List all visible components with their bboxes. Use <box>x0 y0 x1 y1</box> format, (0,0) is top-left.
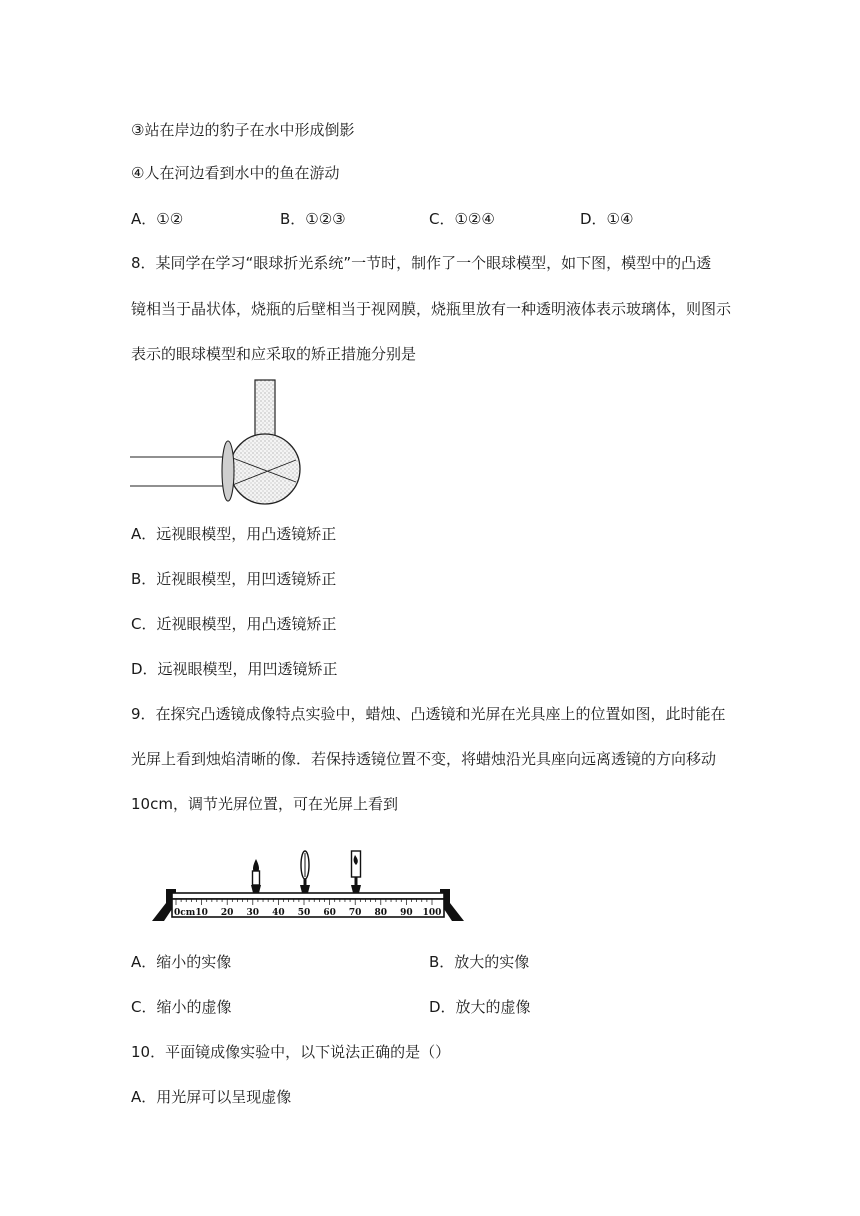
q10-option-a[interactable]: A．用光屏可以呈现虚像 <box>131 1088 292 1106</box>
ruler-label: 90 <box>400 908 413 918</box>
q7-option-d[interactable]: D．①④ <box>580 210 634 228</box>
q8-stem-line-2: 镜相当于晶状体，烧瓶的后壁相当于视网膜，烧瓶里放有一种透明液体表示玻璃体，则图示 <box>131 300 732 318</box>
ruler-label: 80 <box>374 908 388 918</box>
q8-option-b[interactable]: B．近视眼模型，用凹透镜矫正 <box>131 570 337 588</box>
q9-option-a[interactable]: A．缩小的实像 <box>131 953 232 971</box>
q8-option-d[interactable]: D．远视眼模型，用凹透镜矫正 <box>131 660 338 678</box>
flask-neck <box>255 380 275 440</box>
ruler-label: 70 <box>348 908 362 918</box>
optical-bench-figure <box>150 845 470 925</box>
ruler-label: 100 <box>422 908 442 918</box>
ruler-label: 30 <box>246 908 260 918</box>
q9-option-b[interactable]: B．放大的实像 <box>429 953 530 971</box>
ruler-label: 0cm <box>174 908 196 918</box>
q9-stem-line-3: 10cm，调节光屏位置，可在光屏上看到 <box>131 795 398 813</box>
q8-option-a[interactable]: A．远视眼模型，用凸透镜矫正 <box>131 525 337 543</box>
q9-stem-line-2: 光屏上看到烛焰清晰的像．若保持透镜位置不变，将蜡烛沿光具座向远离透镜的方向移动 <box>131 750 717 768</box>
q7-item-4: ④人在河边看到水中的鱼在游动 <box>131 164 340 182</box>
q9-option-c[interactable]: C．缩小的虚像 <box>131 998 232 1016</box>
eye-model-figure <box>120 372 320 512</box>
ruler-label: 20 <box>220 908 234 918</box>
q7-option-c[interactable]: C．①②④ <box>429 210 495 228</box>
candle <box>251 859 261 893</box>
convex-lens <box>222 441 234 501</box>
light-screen <box>351 851 361 893</box>
q8-stem-line-1: 8．某同学在学习“眼球折光系统”一节时，制作了一个眼球模型，如下图，模型中的凸透 <box>131 254 712 272</box>
q7-option-b[interactable]: B．①②③ <box>280 210 346 228</box>
q7-item-3: ③站在岸边的豹子在水中形成倒影 <box>131 121 355 139</box>
q9-stem-line-1: 9．在探究凸透镜成像特点实验中，蜡烛、凸透镜和光屏在光具座上的位置如图，此时能在 <box>131 705 726 723</box>
ruler-label: 10 <box>195 908 208 918</box>
q10-stem: 10．平面镜成像实验中，以下说法正确的是（） <box>131 1043 451 1061</box>
q9-option-d[interactable]: D．放大的虚像 <box>429 998 531 1016</box>
q7-option-a[interactable]: A．①② <box>131 210 184 228</box>
bench-rail-top <box>172 893 444 899</box>
lens-holder <box>300 851 310 893</box>
ruler-label: 50 <box>297 908 311 918</box>
ruler-label: 60 <box>323 908 336 918</box>
flask-bulb <box>230 434 300 504</box>
q8-stem-line-3: 表示的眼球模型和应采取的矫正措施分别是 <box>131 345 417 363</box>
ruler-label: 40 <box>272 908 285 918</box>
q8-option-c[interactable]: C．近视眼模型，用凸透镜矫正 <box>131 615 337 633</box>
